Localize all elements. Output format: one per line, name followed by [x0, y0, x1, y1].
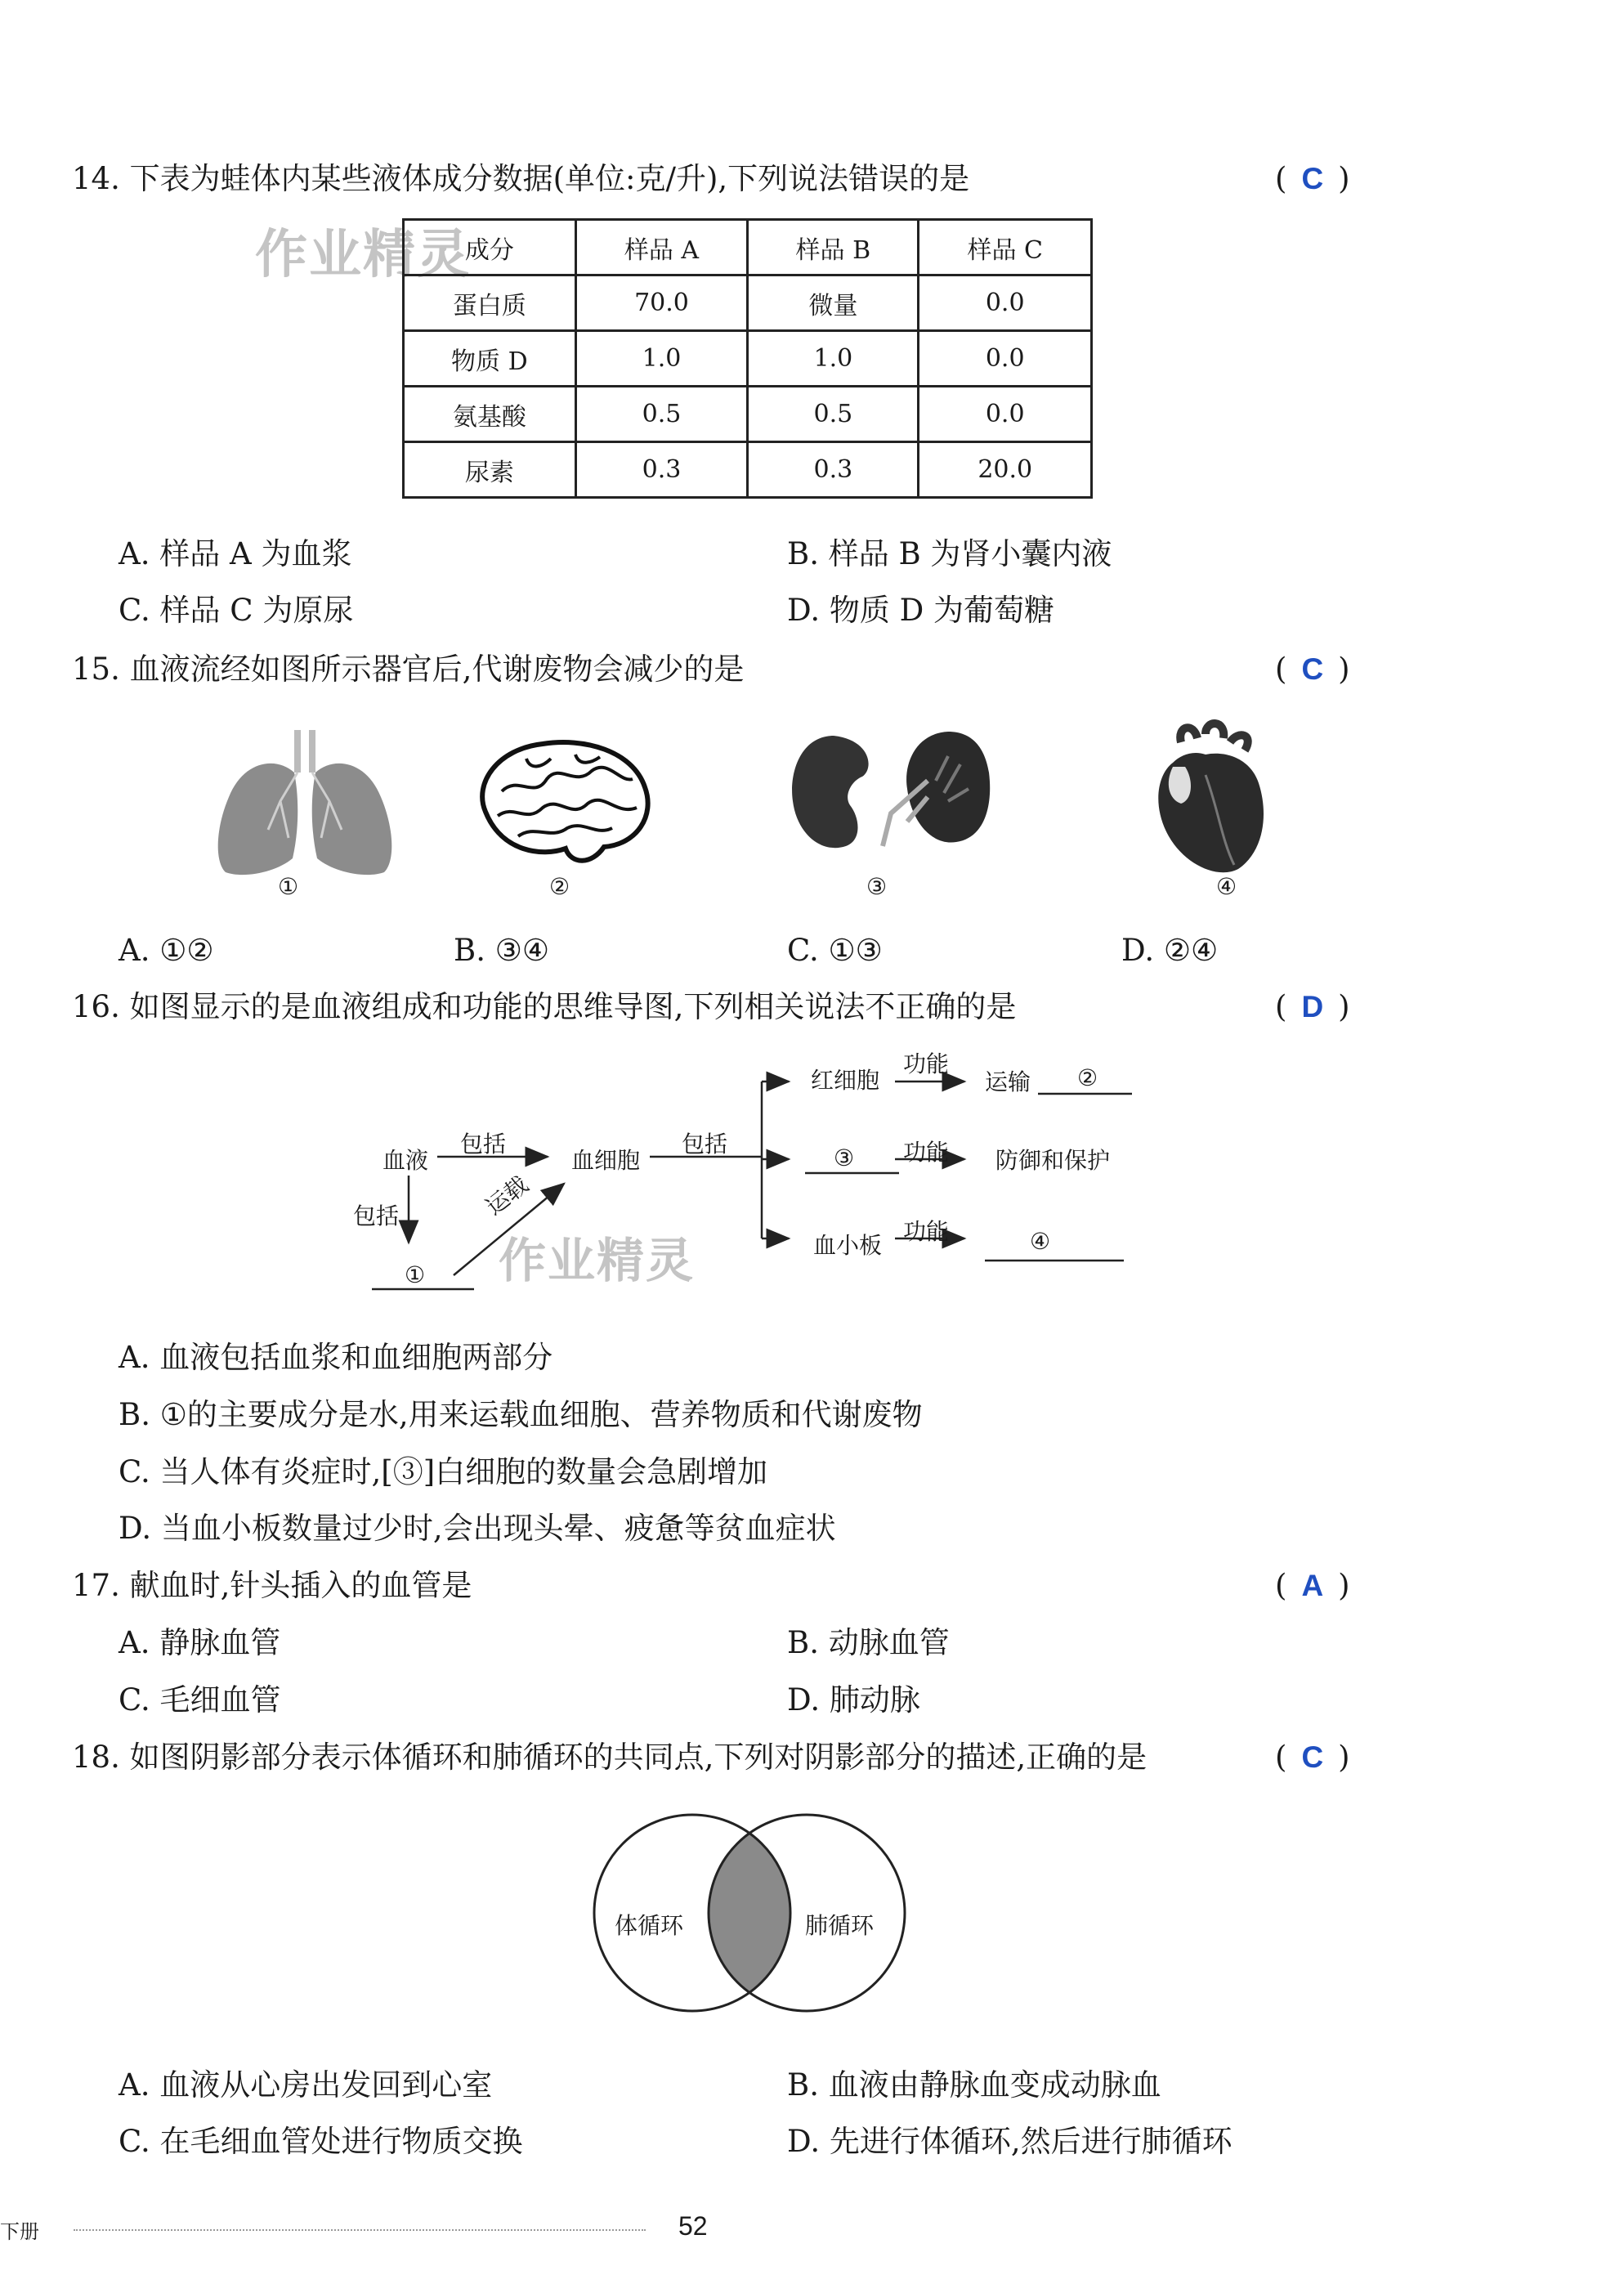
- diagram-include-1: 包括: [460, 1131, 507, 1158]
- diagram-platelet: 血小板: [813, 1232, 883, 1259]
- q14-answer-letter: C: [1301, 162, 1324, 195]
- diagram-n4: ④: [1030, 1228, 1051, 1255]
- table-row: [404, 442, 1092, 498]
- q16-option-c: C. 当人体有炎症时,[③]白细胞的数量会急剧增加: [119, 1454, 768, 1489]
- table-cell: 物质 D: [404, 331, 576, 387]
- table-header-cell: 样品 C: [919, 220, 1092, 275]
- q16-answer-letter: D: [1301, 990, 1324, 1023]
- q14-option-b: B. 样品 B 为肾小囊内液: [787, 536, 1112, 571]
- venn-right-label: 肺循环: [805, 1912, 875, 1939]
- q15-option-b: B. ③④: [454, 933, 550, 968]
- diagram-include-2: 包括: [682, 1131, 728, 1158]
- figure-label: ③: [866, 873, 888, 900]
- q18-option-d: D. 先进行体循环,然后进行肺循环: [787, 2124, 1233, 2159]
- q15-answer: ( C ): [1275, 652, 1350, 687]
- q15-answer-letter: C: [1301, 652, 1324, 686]
- q15-option-c: C. ①③: [787, 933, 883, 968]
- venn-left-label: 体循环: [615, 1912, 684, 1939]
- table-cell: 0.3: [748, 442, 919, 498]
- q17-answer-letter: A: [1301, 1569, 1324, 1602]
- table-cell: 氨基酸: [404, 387, 576, 442]
- watermark: 作业精灵: [255, 225, 471, 285]
- table-cell: 0.5: [575, 387, 748, 442]
- q14-option-c: C. 样品 C 为原尿: [119, 593, 354, 628]
- q16-option-a: A. 血液包括血浆和血细胞两部分: [119, 1340, 553, 1375]
- footer-divider: [74, 2229, 646, 2231]
- diagram-include-3: 包括: [353, 1202, 400, 1229]
- q16-answer: ( D ): [1275, 989, 1350, 1024]
- diagram-rbc: 红细胞: [811, 1067, 880, 1094]
- diagram-carry: 运载: [481, 1171, 534, 1220]
- diagram-n2: ②: [1077, 1064, 1098, 1091]
- diagram-transport: 运输: [985, 1068, 1031, 1095]
- q17-stem: 17. 献血时,针头插入的血管是: [72, 1568, 472, 1603]
- watermark: 作业精灵: [499, 1233, 696, 1288]
- table-cell: 尿素: [404, 442, 576, 498]
- diagram-n3: ③: [834, 1144, 855, 1171]
- q16-option-b: B. ①的主要成分是水,用来运载血细胞、营养物质和代谢废物: [119, 1397, 923, 1432]
- diagram-function-3: 功能: [903, 1218, 950, 1245]
- q14-option-d: D. 物质 D 为葡萄糖: [787, 593, 1055, 628]
- diagram-function-1: 功能: [903, 1050, 950, 1077]
- table-cell: 蛋白质: [404, 275, 576, 331]
- table-cell: 20.0: [919, 442, 1092, 498]
- heart-illustration: [1148, 718, 1271, 881]
- table-cell: 0.3: [575, 442, 748, 498]
- q17-option-a: A. 静脉血管: [119, 1625, 281, 1660]
- lungs-illustration: [211, 723, 399, 879]
- q15-stem: 15. 血液流经如图所示器官后,代谢废物会减少的是: [72, 652, 745, 687]
- q18-answer: ( C ): [1275, 1740, 1350, 1775]
- q17-answer: ( A ): [1275, 1568, 1350, 1603]
- page-number: 52: [678, 2211, 708, 2241]
- q15-option-d: D. ②④: [1121, 933, 1219, 968]
- q17-option-c: C. 毛细血管: [119, 1682, 281, 1718]
- q17-option-d: D. 肺动脉: [787, 1682, 920, 1718]
- q14-answer: ( C ): [1275, 161, 1350, 196]
- table-cell: 1.0: [748, 331, 919, 387]
- q16-option-d: D. 当血小板数量过少时,会出现头晕、疲惫等贫血症状: [119, 1511, 836, 1546]
- table-row: [404, 387, 1092, 442]
- q16-stem: 16. 如图显示的是血液组成和功能的思维导图,下列相关说法不正确的是: [72, 989, 1017, 1024]
- table-header-cell: 成分: [404, 220, 576, 275]
- diagram-n1: ①: [405, 1261, 426, 1288]
- table-cell: 70.0: [575, 275, 748, 331]
- q15-option-a: A. ①②: [119, 933, 214, 968]
- figure-label: ④: [1216, 873, 1237, 900]
- q18-option-c: C. 在毛细血管处进行物质交换: [119, 2124, 523, 2159]
- table-header-cell: 样品 A: [575, 220, 748, 275]
- table-row: [404, 275, 1092, 331]
- table-header-cell: 样品 B: [748, 220, 919, 275]
- diagram-defense: 防御和保护: [995, 1147, 1111, 1174]
- diagram-blood: 血液: [383, 1147, 429, 1174]
- table-cell: 微量: [748, 275, 919, 331]
- q18-stem: 18. 如图阴影部分表示体循环和肺循环的共同点,下列对阴影部分的描述,正确的是: [72, 1740, 1148, 1775]
- table-cell: 1.0: [575, 331, 748, 387]
- table-cell: 0.5: [748, 387, 919, 442]
- table-cell: 0.0: [919, 331, 1092, 387]
- q18-answer-letter: C: [1301, 1740, 1324, 1774]
- q18-option-a: A. 血液从心房出发回到心室: [119, 2067, 493, 2103]
- diagram-blood-cells: 血细胞: [571, 1147, 641, 1174]
- brain-illustration: [469, 734, 657, 873]
- figure-label: ②: [549, 873, 570, 900]
- footer-book-label: 下册: [0, 2221, 39, 2243]
- table-row: [404, 331, 1092, 387]
- q17-option-b: B. 动脉血管: [787, 1625, 950, 1660]
- q18-option-b: B. 血液由静脉血变成动脉血: [787, 2067, 1161, 2103]
- diagram-function-2: 功能: [903, 1139, 950, 1166]
- kidney-illustration: [785, 723, 997, 871]
- q14-table: [402, 218, 1093, 499]
- q14-option-a: A. 样品 A 为血浆: [119, 536, 352, 571]
- table-cell: 0.0: [919, 387, 1092, 442]
- q14-stem: 14. 下表为蛙体内某些液体成分数据(单位:克/升),下列说法错误的是: [72, 161, 970, 196]
- figure-label: ①: [278, 873, 299, 900]
- table-cell: 0.0: [919, 275, 1092, 331]
- table-header-row: [404, 220, 1092, 275]
